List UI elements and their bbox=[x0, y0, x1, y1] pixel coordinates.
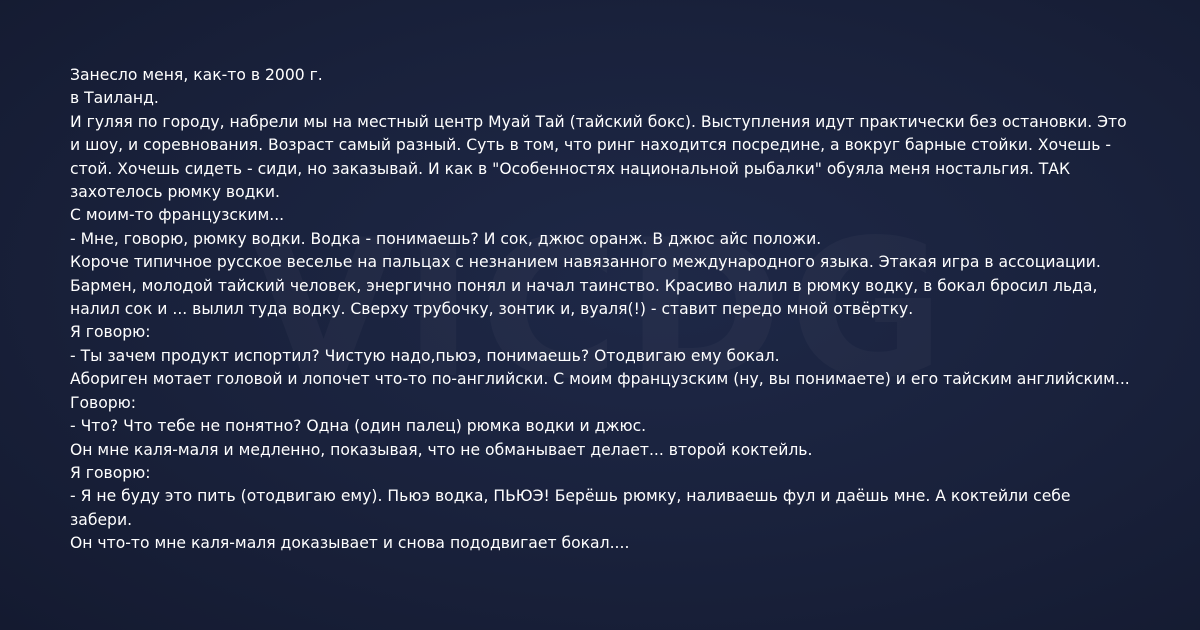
story-line: Абориген мотает головой и лопочет что-то по-английски. С моим французским (ну, вы понимаете) и его тайским английским... bbox=[70, 370, 1130, 389]
story-line: С моим-то французским... bbox=[70, 206, 285, 225]
story-line: - Я не буду это пить (отодвигаю ему). Пьюэ водка, ПЬЮЭ! Берёшь рюмку, наливаешь фул и даёшь мне. А коктейли себе забери. bbox=[70, 487, 1071, 529]
story-line: - Ты зачем продукт испортил? Чистую надо,пьюэ, понимаешь? Отодвигаю ему бокал. bbox=[70, 346, 780, 365]
story-line: Он мне каля-маля и медленно, показывая, что не обманывает делает... второй коктейль. bbox=[70, 440, 813, 459]
story-line: Говорю: bbox=[70, 393, 137, 412]
story-line: Занесло меня, как-то в 2000 г. bbox=[70, 66, 323, 84]
story-line: Он что-то мне каля-маля доказывает и снова пододвигает бокал.... bbox=[70, 534, 630, 553]
story-text bbox=[70, 64, 1132, 556]
story-line: - Что? Что тебе не понятно? Одна (один палец) рюмка водки и джюс. bbox=[70, 417, 647, 436]
story-line: в Таиланд. bbox=[70, 89, 159, 108]
story-line: Я говорю: bbox=[70, 463, 151, 482]
story-line: Короче типичное русское веселье на пальцах с незнанием навязанного международного языка. Этакая игра в ассоциации. Бармен, молодой тайский человек, энергично понял и начал таинство. Красиво налил в рюмку водку, в бокал бросил льда, налил сок и ... вылил туда водку. Сверху трубочку, зонтик и, вуаля(!) - ставит передо мной отвёртку. bbox=[70, 253, 1101, 319]
story-line: Я говорю: bbox=[70, 323, 151, 342]
story-line: - Мне, говорю, рюмку водки. Водка - понимаешь? И сок, джюс оранж. В джюс айс положи. bbox=[70, 229, 822, 248]
story-line: И гуляя по городу, набрели мы на местный центр Муай Тай (тайский бокс). Выступления идут практически без остановки. Это и шоу, и соревнования. Возраст самый разный. Суть в том, что ринг находится посредине, а вокруг барные стойки. Хочешь - стой. Хочешь сидеть - сиди, но заказывай. И как в "Особенностях национальной рыбалки" обуяла меня ностальгия. ТАК захотелось рюмку водки. bbox=[70, 112, 1127, 202]
